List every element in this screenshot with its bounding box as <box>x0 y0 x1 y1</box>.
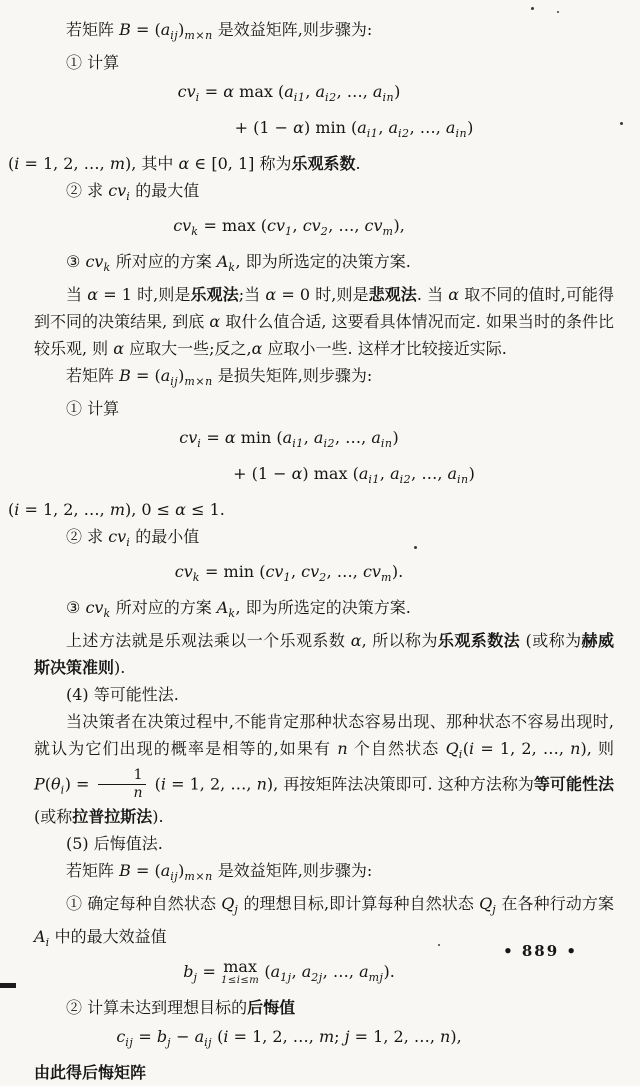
text-run: 拉普拉斯法 <box>72 807 153 827</box>
text-line <box>8 150 614 177</box>
text-run: a <box>388 118 399 137</box>
formula-line <box>34 78 614 111</box>
text-run: ). <box>114 658 126 677</box>
text-line <box>34 594 614 627</box>
text-run: Q <box>445 739 459 758</box>
text-run: ( <box>44 774 52 794</box>
text-run: a <box>194 1027 205 1047</box>
text-run: = <box>197 962 221 982</box>
text-run: m <box>380 571 392 584</box>
text-run: ≤ 1. <box>185 500 225 519</box>
text-run: = 1 时,则是 <box>98 285 191 304</box>
max-operator: max 1≤i≤m <box>220 957 260 987</box>
text-run: , 即为所选定的决策方案. <box>235 252 411 271</box>
text-run: 1 <box>285 225 293 238</box>
text-run: , <box>290 562 302 581</box>
text-run: 当 <box>66 285 88 304</box>
text-run: b <box>156 1027 168 1047</box>
text-run: b <box>183 962 194 982</box>
text-run: Q <box>479 894 493 914</box>
text-run: i <box>160 774 166 794</box>
text-run: , <box>305 82 316 101</box>
text-line <box>34 362 614 395</box>
text-run: cv <box>85 252 104 271</box>
text-run: a <box>160 861 171 881</box>
text-run: = ( <box>130 861 161 881</box>
text-run: cv <box>302 216 321 235</box>
text-run: i2 <box>398 127 410 140</box>
text-run: α <box>178 154 190 173</box>
text-run: j <box>492 903 497 917</box>
text-run: − <box>170 1027 195 1047</box>
text-run: ij <box>170 375 179 388</box>
text-run: 乐观系数 <box>291 154 356 173</box>
text-run: cv <box>362 562 381 581</box>
text-line <box>34 1059 614 1086</box>
text-run: n <box>570 739 581 758</box>
text-run: i <box>469 739 475 758</box>
text-run: max ( <box>234 82 285 101</box>
scan-speck <box>414 546 417 549</box>
text-run: α <box>265 285 277 304</box>
text-line <box>34 627 614 681</box>
text-run: ), 0 ≤ <box>125 500 176 519</box>
text-run: α <box>350 631 362 650</box>
text-run: m×n <box>184 375 213 388</box>
text-run: + (1 − <box>234 118 294 137</box>
text-run: ) <box>467 118 474 137</box>
text-run: 是效益矩阵,则步骤为: <box>212 861 373 881</box>
text-run: , …, <box>322 962 360 982</box>
text-run: 所对应的方案 <box>110 252 217 271</box>
text-run: A <box>216 598 229 617</box>
text-run: k <box>228 261 236 274</box>
text-run: . <box>355 154 361 173</box>
text-run: i <box>60 783 65 797</box>
text-run: ② 求 <box>66 181 109 200</box>
text-run: n <box>440 1027 451 1047</box>
text-run: = 1, 2, …, <box>19 500 110 519</box>
text-run: in <box>380 437 393 450</box>
text-run: (5) 后悔值法. <box>66 834 163 854</box>
page-number: • 889 • <box>503 942 578 960</box>
text-run: ( <box>259 962 271 982</box>
text-run: cv <box>108 527 127 546</box>
text-run: 取不同的值时,可能得到不同的决策结果, 到底 <box>34 285 614 331</box>
text-run: ① 确定每种自然状态 <box>66 894 222 914</box>
text-run: 若矩阵 <box>66 366 120 385</box>
text-run: n <box>337 739 348 758</box>
text-run: m×n <box>184 29 213 42</box>
formula-line <box>34 1023 614 1056</box>
text-run: ① 计算 <box>66 399 120 418</box>
text-line <box>34 994 614 1021</box>
text-run: , 即为所选定的决策方案. <box>235 598 411 617</box>
formula-line <box>34 114 614 147</box>
text-run: ) <box>178 861 185 881</box>
text-run: k <box>192 571 200 584</box>
text-line <box>34 248 614 281</box>
text-run: ) <box>394 82 401 101</box>
text-run: = 1, 2, …, <box>228 1027 319 1047</box>
text-line <box>34 857 614 890</box>
text-run: 是损失矩阵,则步骤为: <box>212 366 373 385</box>
text-run: ( <box>462 739 469 758</box>
text-run: ). <box>383 962 395 982</box>
text-run: m <box>318 1027 335 1047</box>
text-run: ) max ( <box>302 464 359 483</box>
text-run: (或称为 <box>520 631 582 650</box>
text-run: min ( <box>235 428 283 447</box>
text-run: ) min ( <box>303 118 358 137</box>
text-run: α <box>448 285 460 304</box>
text-run: ( <box>8 500 15 519</box>
text-run: ;当 <box>238 285 266 304</box>
scan-speck <box>531 7 534 10</box>
formula-line <box>34 424 614 457</box>
text-run: 的最小值 <box>130 527 200 546</box>
text-run: ), 其中 <box>125 154 179 173</box>
text-run: ) <box>468 464 475 483</box>
text-run: a <box>445 118 456 137</box>
fraction: $\frac{1}{n}$ <box>98 768 147 802</box>
text-run: ) <box>392 428 399 447</box>
text-run: 由此得后悔矩阵 <box>34 1063 147 1083</box>
text-run: α <box>291 464 303 483</box>
text-run: i1 <box>368 473 380 486</box>
text-run: ij <box>170 870 179 884</box>
text-run: B <box>119 861 131 881</box>
text-run: , <box>378 118 389 137</box>
text-run: ij <box>170 29 179 42</box>
text-run: 若矩阵 <box>66 861 120 881</box>
text-run: c <box>116 1027 126 1047</box>
text-run: in <box>455 127 468 140</box>
text-run: i1 <box>292 437 304 450</box>
text-run: cv <box>267 216 286 235</box>
text-run: a <box>447 464 458 483</box>
text-run: 的最大值 <box>130 181 200 200</box>
text-run: j <box>344 1027 350 1047</box>
text-run: ( <box>212 1027 224 1047</box>
text-run: ), 则 <box>580 739 614 758</box>
text-run: . 当 <box>416 285 449 304</box>
text-run: ∈ [0, 1] 称为 <box>189 154 292 173</box>
text-run: ③ <box>66 252 86 271</box>
text-run: cv <box>265 562 284 581</box>
text-run: i <box>45 936 50 950</box>
text-run: Q <box>221 894 235 914</box>
text-run: 1 <box>283 571 291 584</box>
text-run: cv <box>108 181 127 200</box>
text-run: cv <box>173 216 192 235</box>
text-line <box>34 708 614 830</box>
text-run: k <box>191 225 199 238</box>
text-line <box>34 16 614 49</box>
text-run: 2j <box>311 971 323 985</box>
page-content <box>8 16 615 1086</box>
text-run: A <box>34 927 46 947</box>
text-run: m×n <box>184 870 213 884</box>
text-run: ② 求 <box>66 527 109 546</box>
text-run: ① 计算 <box>66 53 120 72</box>
text-run: 的理想目标,即计算每种自然状态 <box>238 894 480 914</box>
text-run: 中的最大效益值 <box>49 927 167 947</box>
text-run: i <box>195 91 200 104</box>
text-run: a <box>371 428 381 447</box>
text-run: = <box>133 1027 157 1047</box>
text-run: B <box>119 366 131 385</box>
text-run: k <box>228 607 236 620</box>
text-run: 2 <box>320 225 329 238</box>
text-run: i <box>14 500 20 519</box>
text-run: j <box>234 903 239 917</box>
text-run: (或称 <box>34 807 73 827</box>
text-run: i <box>197 437 202 450</box>
text-run: 悲观法 <box>368 285 417 304</box>
text-run: 乐观法 <box>190 285 239 304</box>
text-run: cv <box>179 428 198 447</box>
text-run: ; <box>334 1027 345 1047</box>
text-run: cv <box>85 598 104 617</box>
text-run: cv <box>364 216 383 235</box>
text-run: ) = <box>64 774 95 794</box>
text-run: 取什么值合适, 这要看具体情况而定. 如果当时的条件比较乐观, 则 <box>34 312 614 358</box>
text-run: i1 <box>293 91 306 104</box>
text-run: α <box>251 339 263 358</box>
text-run: = min ( <box>199 562 266 581</box>
text-run: 后悔值 <box>247 998 296 1018</box>
text-run: + (1 − <box>233 464 292 483</box>
text-run: α <box>209 312 221 331</box>
text-run: j <box>193 971 198 985</box>
text-run: in <box>457 473 469 486</box>
text-run: ( <box>149 774 161 794</box>
text-run: , …, <box>326 562 363 581</box>
text-run: i2 <box>323 437 335 450</box>
text-run: in <box>382 91 395 104</box>
text-run: a <box>315 82 326 101</box>
text-run: cv <box>177 82 196 101</box>
text-run: , …, <box>411 464 448 483</box>
text-run: a <box>313 428 324 447</box>
text-run: α <box>87 285 99 304</box>
text-run: 等可能性法 <box>533 774 615 794</box>
text-run: n <box>256 774 267 794</box>
text-run: P <box>34 774 45 794</box>
text-run: 所对应的方案 <box>110 598 217 617</box>
text-run: ), <box>450 1027 462 1047</box>
text-run: ). <box>391 562 404 581</box>
text-run: ) <box>178 20 185 39</box>
text-run: , <box>303 428 314 447</box>
text-line <box>34 523 614 556</box>
text-run: = ( <box>130 366 161 385</box>
text-run: = 1, 2, …, <box>19 154 110 173</box>
text-run: a <box>359 962 369 982</box>
text-run: (4) 等可能性法. <box>66 685 179 704</box>
text-run: j <box>167 1036 171 1050</box>
text-run: α <box>223 82 235 101</box>
text-run: 应取小一些. 这样才比较接近实际. <box>262 339 507 358</box>
text-run: ③ <box>66 598 86 617</box>
text-run: ② 计算未达到理想目标的 <box>66 998 248 1018</box>
text-run: i <box>223 1027 229 1047</box>
text-run: 上述方法就是乐观法乘以一个乐观系数 <box>66 631 351 650</box>
formula-line <box>34 958 614 991</box>
text-run: cv <box>174 562 193 581</box>
text-run: a <box>282 428 293 447</box>
text-run: 赫威斯决策准则 <box>34 631 614 677</box>
text-run: 乐观系数法 <box>437 631 521 650</box>
text-run: ), 再按矩阵法决策即可. 这种方法称为 <box>266 774 534 794</box>
text-line <box>34 49 614 76</box>
text-line <box>34 177 614 210</box>
text-run: i <box>14 154 20 173</box>
text-run: a <box>160 20 171 39</box>
text-run: , <box>291 962 302 982</box>
text-run: α <box>224 428 236 447</box>
text-run: , …, <box>336 82 373 101</box>
text-run: = <box>199 82 224 101</box>
text-run: a <box>358 464 369 483</box>
text-run: a <box>372 82 383 101</box>
text-run: a <box>160 366 171 385</box>
text-run: a <box>390 464 400 483</box>
text-line <box>34 830 614 857</box>
text-run: A <box>216 252 229 271</box>
text-run: ( <box>8 154 15 173</box>
text-run: i1 <box>366 127 379 140</box>
scan-smudge <box>0 983 16 988</box>
scan-speck <box>620 122 623 125</box>
text-run: k <box>103 607 111 620</box>
formula-line <box>34 212 614 245</box>
text-run: , …, <box>328 216 365 235</box>
text-run: = 1, 2, …, <box>165 774 257 794</box>
text-line <box>8 496 614 523</box>
text-run: k <box>103 261 111 274</box>
text-run: m <box>382 225 394 238</box>
text-run: = <box>201 428 225 447</box>
text-run: i <box>458 748 463 761</box>
text-run: m <box>109 154 125 173</box>
text-line <box>34 281 614 362</box>
text-run: cv <box>301 562 320 581</box>
text-run: α <box>293 118 304 137</box>
text-run: B <box>119 20 131 39</box>
text-run: m <box>109 500 125 519</box>
text-run: ) <box>178 366 185 385</box>
text-run: = 0 时,则是 <box>276 285 369 304</box>
text-run: 应取大一些;反之, <box>124 339 252 358</box>
text-run: = 1, 2, …, <box>349 1027 441 1047</box>
text-run: i2 <box>325 91 337 104</box>
text-run: , 所以称为 <box>361 631 438 650</box>
formula-line <box>34 460 614 493</box>
text-run: , <box>292 216 303 235</box>
text-run: 个自然状态 <box>347 739 446 758</box>
text-run: 2 <box>319 571 327 584</box>
scan-speck <box>557 11 559 13</box>
text-run: , <box>379 464 391 483</box>
text-run: θ <box>51 774 61 794</box>
text-run: a <box>301 962 312 982</box>
text-run: = ( <box>130 20 161 39</box>
text-run: i <box>126 190 131 203</box>
text-run: 1j <box>280 971 292 985</box>
text-line <box>34 395 614 422</box>
text-run: 若矩阵 <box>66 20 120 39</box>
text-run: , …, <box>335 428 372 447</box>
text-run: ij <box>204 1036 213 1050</box>
text-run: ), <box>393 216 405 235</box>
text-run: a <box>357 118 367 137</box>
text-run: α <box>113 339 125 358</box>
text-run: , …, <box>409 118 446 137</box>
text-run: ij <box>125 1036 134 1050</box>
text-run: i <box>126 536 131 549</box>
text-line <box>34 681 614 708</box>
text-run: mj <box>368 971 384 985</box>
formula-line <box>34 558 614 591</box>
text-run: a <box>270 962 281 982</box>
text-run: = max ( <box>198 216 268 235</box>
text-run: ). <box>152 807 164 827</box>
text-run: i2 <box>399 473 412 486</box>
text-run: 当决策者在决策过程中,不能肯定那种状态容易出现、那种状态不容易出现时,就认为它们出现的概率是相等的,如果有 <box>34 712 614 758</box>
text-run: a <box>284 82 294 101</box>
text-run: α <box>175 500 186 519</box>
text-run: 是效益矩阵,则步骤为: <box>212 20 373 39</box>
scan-speck <box>438 944 440 946</box>
text-run: = 1, 2, …, <box>474 739 571 758</box>
text-run: 在各种行动方案 <box>496 894 614 914</box>
